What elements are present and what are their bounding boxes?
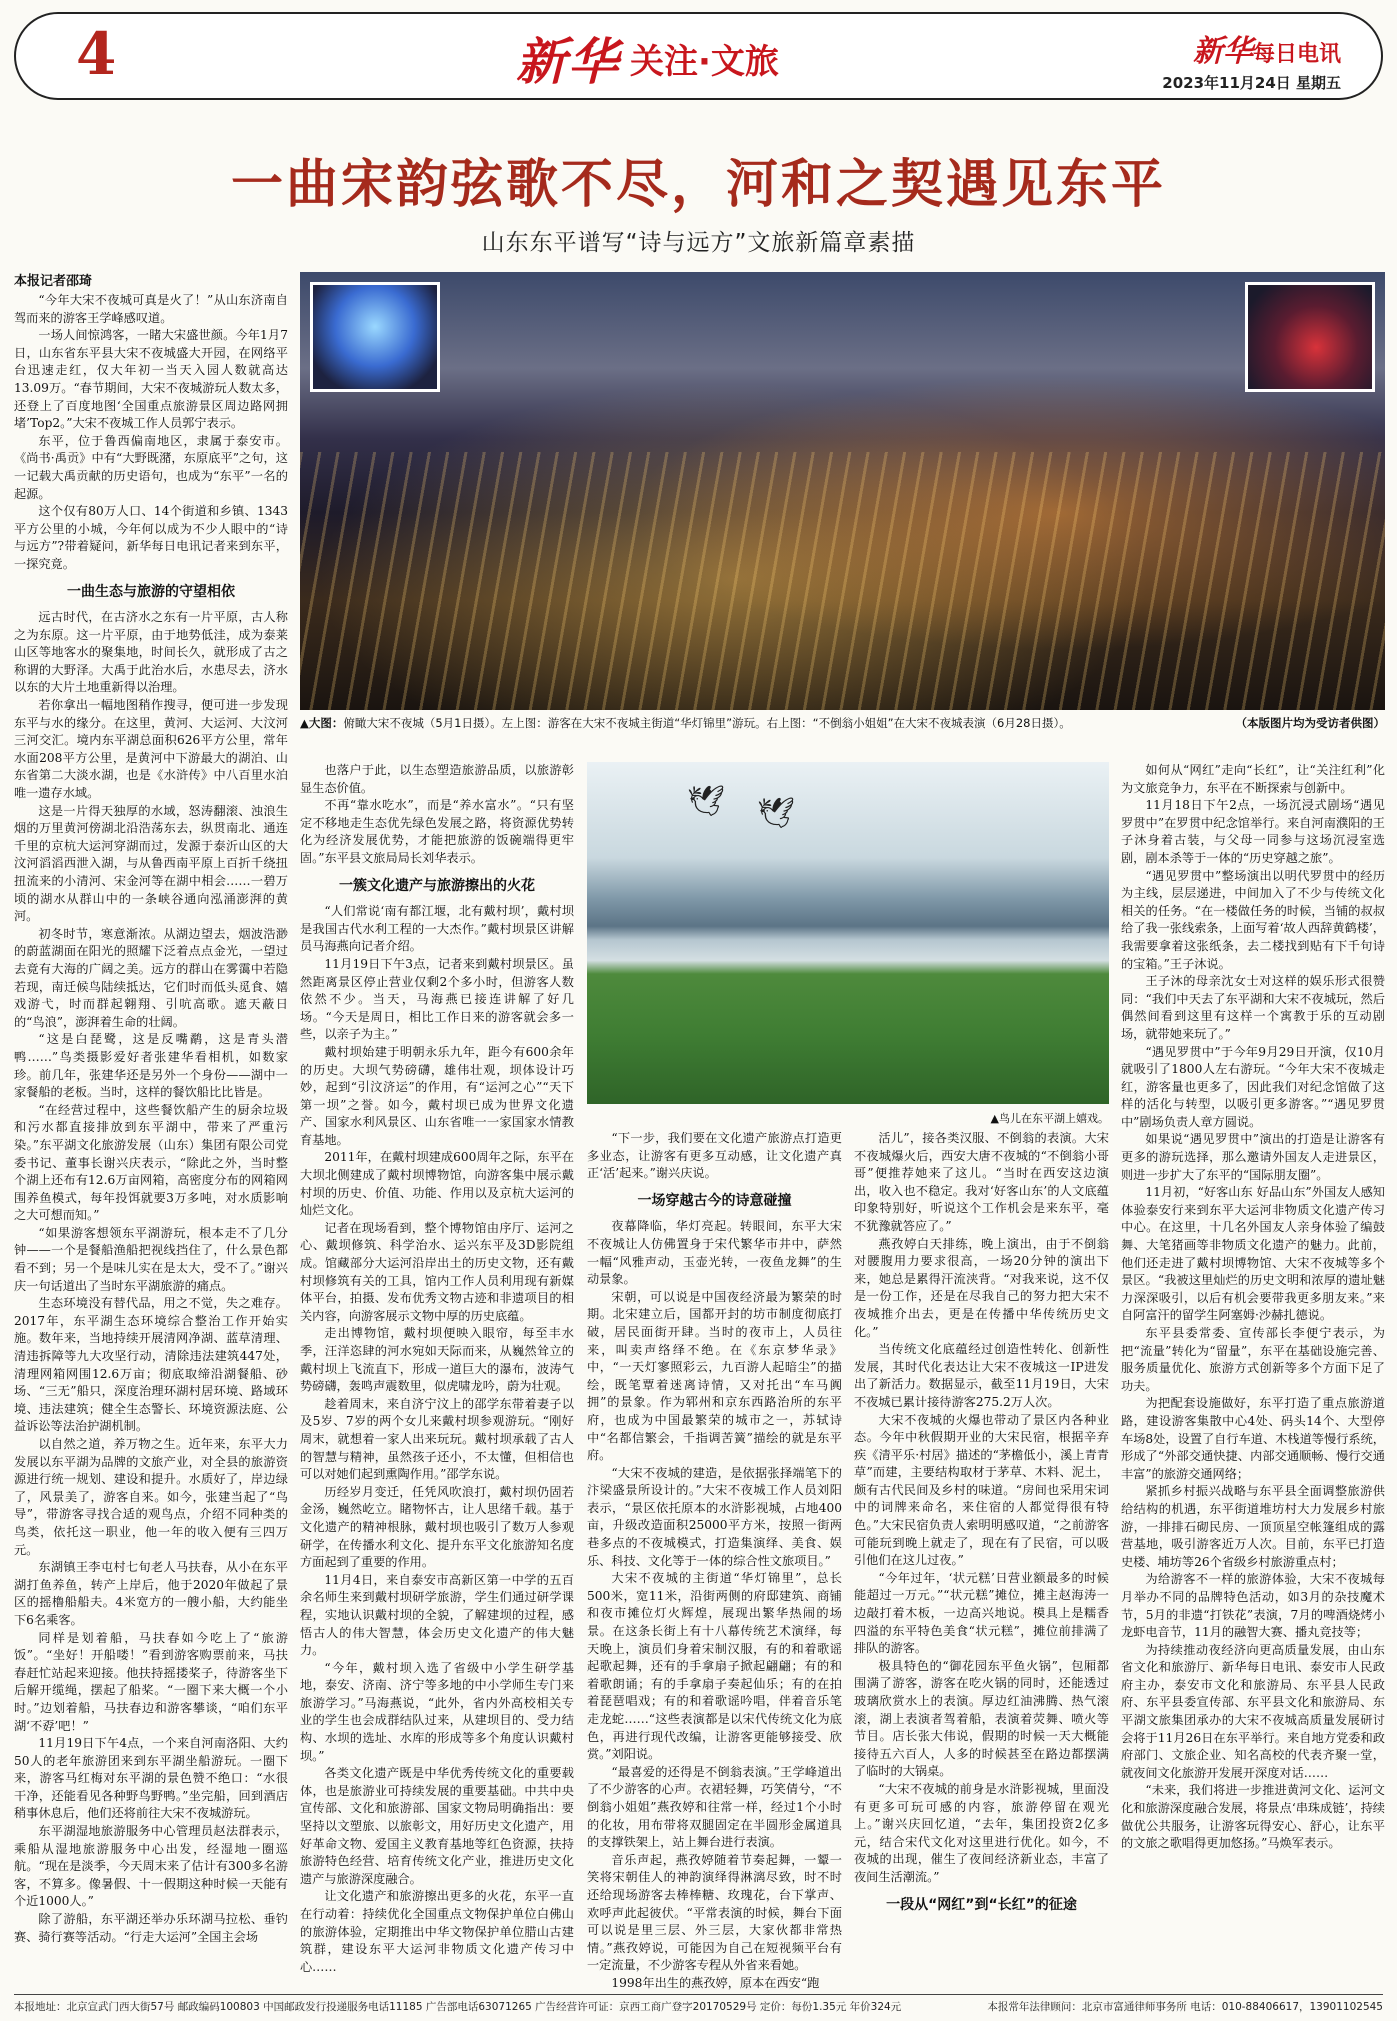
- paragraph: 远古时代，在古济水之东有一片平原，古人称之为东原。这一片平原，由于地势低洼，成为泰莱山区等地客水的聚集地，时间长久，就形成了古之称谓的大野泽。大禹于此治水后，水患尽去，济水以东的大片土地重新得以治理。: [14, 610, 288, 695]
- footer-right: 本报常年法律顾问：北京市富通律师事务所 电话：010-88406617，13901102545: [987, 2001, 1383, 2013]
- section-heading: 一段从“网红”到“长红”的征途: [886, 1896, 1077, 1913]
- lake-photo: [587, 762, 1109, 1104]
- paragraph: 11月18日下午2点，一场沉浸式剧场“遇见罗贯中”在罗贯中纪念馆举行。来自河南濮阳的王子沐身着古装，与父母一同参与这场沉浸室选剧，剧本杀等于一体的“历史穿越之旅”。: [1121, 798, 1385, 865]
- column-3c: [854, 1130, 1109, 1990]
- column-3-intro: [587, 1130, 842, 1183]
- main-photo-night-city: [300, 272, 1385, 710]
- paragraph: 为给游客不一样的旅游体验，大宋不夜城每月举办不同的品牌特色活动，如3月的杂技魔术节，5月的非遗“打铁花”表演，7月的啤酒烧烤小龙虾电音节，11月的融智大赛、播丸竞技等；: [1121, 1572, 1385, 1640]
- paragraph: 初冬时节，寒意渐浓。从湖边望去，烟波浩渺的蔚蓝湖面在阳光的照耀下泛着点点金光，一望过去竟有大海的广阔之美。远方的群山在雾霭中若隐若现，南迁候鸟陆续抵达，它们时而低头觅食、嬉戏游弋，时而群起翱翔、引吭高歌。遮天蔽日的“鸟浪”，澎湃着生命的壮阔。: [14, 926, 288, 1029]
- paragraph: 极具特色的“御花园东平鱼火锅”，包厢都围满了游客，游客在吃火锅的同时，还能透过玻璃欣赏水上的表演。厚边红油沸腾、热气滚滚，湖上表演者驾着船，表演着荧舞、喷火等节目。店长张大伟说，假期的时候一天大概能接待五六百人，人多的时候甚至在路边都摆满了临时的大锅桌。: [854, 1658, 1109, 1779]
- paragraph: 王子沐的母亲沈女士对这样的娱乐形式很赞同：“我们中天去了东平湖和大宋不夜城玩，然后偶然间看到这里有这样一个寓教于乐的互动剧场，就带她来玩了。”: [1121, 974, 1385, 1041]
- paragraph: 2011年，在戴村坝建成600周年之际，东平在大坝北侧建成了戴村坝博物馆，向游客集中展示戴村坝的历史、价值、功能、作用以及京杭大运河的灿烂文化。: [300, 1150, 574, 1218]
- paragraph: 记者在现场看到，整个博物馆由序厅、运河之心、戴坝修筑、科学治水、运兴东平及3D影院组成。馆藏部分大运河沿岸出土的历史文物，还有戴村坝修筑有关的工具，馆内工作人员利用现有新媒体平台，拍摄、发布优秀文物古迹和非遗项目的相关内容，向游客展示文物中厚的历史底蕴。: [300, 1220, 574, 1323]
- paragraph: 以自然之道，养万物之生。近年来，东平大力发展以东平湖为品牌的文旅产业，对全县的旅游资源进行统一规划、建设和提升。水质好了，岸边绿了，风景美了，游客自来。如今，张建当起了“鸟导”，带游客寻找合适的观鸟点，介绍不同种类的鸟类，依托这一职业，他一年的收入便有三四万元。: [14, 1437, 288, 1557]
- column-3: [587, 1130, 842, 1990]
- column-2: [300, 762, 574, 1990]
- paragraph: 不再“靠水吃水”，而是“养水富水”。“只有坚定不移地走生态优先绿色发展之路，将资源优势转化为经济发展优势，才能把旅游的饭碗端得更牢固。”东平县文旅局局长刘华表示。: [300, 798, 574, 865]
- column-3-body: [587, 1218, 842, 1990]
- footer: [14, 1999, 1383, 2014]
- paragraph: 东湖镇王李屯村七旬老人马扶春，从小在东平湖打鱼养鱼，转产上岸后，他于2020年做起了景区的摇橹船船夫。4米宽方的一艘小船，大约能坐下6名乘客。: [14, 1560, 288, 1627]
- column-4: [1121, 762, 1385, 1990]
- paragraph: 趁着周末，来自济宁汶上的邵学东带着妻子以及5岁、7岁的两个女儿来戴村坝参观游玩。“刚好周末，就想着一家人出来玩玩。戴村坝承载了古人的智慧与精神，虽然孩子还小，不太懂，但相信也可以对她们起到熏陶作用。”邵学东说。: [300, 1396, 574, 1482]
- paragraph: 燕孜婷白天排练，晚上演出，由于不倒翁对腰腹用力要求很高，一场20分钟的演出下来，她总是累得汗流浃背。“对我来说，这不仅是一份工作，还是在尽我自己的努力把大宋不夜城推介出去，更是在传播中华传统历史文化。”: [854, 1236, 1109, 1339]
- paragraph: 11月19日下午3点，记者来到戴村坝景区。虽然距离景区停止营业仅剩2个多小时，但游客人数依然不少。当天，马海燕已接连讲解了好几场。“今天是周日，相比工作日来的游客就会多一些，以亲子为主。”: [300, 956, 574, 1042]
- paragraph: 这个仅有80万人口、14个街道和乡镇、1343平方公里的小城，今年何以成为不少人眼中的“诗与远方”?带着疑问，新华每日电讯记者来到东平，一探究竟。: [14, 504, 288, 571]
- paragraph: “大宋不夜城的前身是水浒影视城，里面没有更多可玩可感的内容，旅游停留在观光上。”谢兴庆回忆道，“去年，集团投资2亿多元，结合宋代文化对这里进行优化。如今，不夜城的出现，催生了夜间经济新业态，丰富了夜间生活潮流。”: [854, 1781, 1109, 1884]
- column-1-body: [14, 609, 288, 1946]
- column-4-body: [1121, 762, 1385, 1853]
- column-2-intro: [300, 762, 574, 868]
- masthead-suffix: 每日电讯: [1252, 42, 1341, 67]
- paragraph: “这是白琵鹭，这是反嘴鹬，这是青头潜鸭……”鸟类摄影爱好者张建华看相机，如数家珍。前几年，张建华还是另外一个身份——湖中一家餐船的老板。当时，这样的餐饮船比比皆是。: [14, 1032, 288, 1100]
- footer-left: 本报地址：北京宣武门西大街57号 邮政编码100803 中国邮政发行投递服务电话11185 广告部电话63071265 广告经营许可证：京西工商广登字20170529号 定价：每份1.35元 年价324元: [14, 2001, 902, 2013]
- paragraph: 除了游船，东平湖还举办乐环湖马拉松、垂钓赛、骑行赛等活动。“行走大运河”全国主会场: [14, 1912, 288, 1944]
- paragraph: 宋朝，可以说是中国夜经济最为繁荣的时期。北宋建立后，国都开封的坊市制度彻底打破，居民面街开肆。当时的夜市上，人员往来，叫卖声络绎不绝。在《东京梦华录》中，“一天灯寥照彩云，九百游人起暗尘”的描绘，既笔覃着迷离诗情，又对托出“车马阗拥”的景象。作为郓州和京东西路治所的东平府，也成为中国最繁荣的城市之一，苏轼诗中“名都信繁会，千指调苦簧”描绘的就是东平府。: [587, 1289, 842, 1463]
- paragraph: 生态环境没有替代品，用之不觉，失之难存。2017年，东平湖生态环境综合整治工作开始实施。数年来，当地持续开展清网净湖、蓝草清理、清违拆障等九大攻坚行动，清除违法建筑447处，清理网箱网围12.6万亩；彻底取缔沿湖餐船、砂场、“三无”船只，深度治理环湖村居环境、路域环境、违法建筑；健全生态警长、环境资源法庭、公益诉讼等法治护湖机制。: [14, 1296, 288, 1434]
- issue-date: 2023年11月24日 星期五: [1162, 74, 1341, 92]
- paragraph: 一场人间惊鸿客，一睹大宋盛世颜。今年1月7日，山东省东平县大宋不夜城盛大开园，在网络平台迅速走红，仅大年初一当天入园人数就高达13.09万。“春节期间，大宋不夜城游玩人数太多，还登上了百度地图‘全国重点旅游景区周边路网拥堵’Top2。”大宋不夜城工作人员郭宁表示。: [14, 328, 288, 431]
- paragraph: 大宋不夜城的主街道“华灯锦里”，总长500米，宽11米，沿街两侧的府邸建筑、商铺和夜市摊位灯火辉煌，展现出繁华热闹的场景。在这条长街上有十八幕传统艺术演绎，每天晚上，演员们身着宋制汉服，有的和着歌谣起歌起舞，还有的手拿扇子掀起翩翩；有的和着歌朗诵；有的手拿扇子奏起仙乐；有的在拍着琵琶唱戏；有的和着歌谣吟唱，伴着音乐笔走龙蛇……“这些表演都是以宋代传统文化为底色，再进行现代改编，让游客更能够接受、欣赏。”刘阳说。: [587, 1571, 842, 1762]
- footer-rule: [14, 1994, 1383, 1995]
- paragraph: 大宋不夜城的火爆也带动了景区内各种业态。今年中秋假期开业的大宋民宿，根据辛弃疾《清平乐·村居》描述的“茅檐低小，溪上青青草”而建，主要结构取材于茅草、木料、泥土，颇有古代民间及乡村的味道。“房间也采用宋词中的词牌来命名，来住宿的人都觉得很有特色。”大宋民宿负责人索明明感叹道，“之前游客可能玩到晚上就走了，现在有了民宿，可以吸引他们在这儿过夜。”: [854, 1412, 1109, 1568]
- paragraph: “今年大宋不夜城可真是火了！”从山东济南自驾而来的游客王学峰感叹道。: [14, 293, 288, 325]
- paragraph: 当传统文化底蕴经过创造性转化、创新性发展，其时代化表达让大宋不夜城这一IP进发出了新活力。数据显示，截至11月19日，大宋不夜城已累计接待游客275.2万人次。: [854, 1342, 1109, 1409]
- paragraph: “未来，我们将进一步推进黄河文化、运河文化和旅游深度融合发展，将景点‘串珠成链’，持续做优公共服务，让游客玩得安心、舒心，让东平的文旅之歌唱得更加悠扬。”马焕军表示。: [1121, 1783, 1385, 1851]
- paragraph: 东平湖湿地旅游服务中心管理员赵法群表示，乘船从湿地旅游服务中心出发，经湿地一圈巡航。“现在是淡季，今天周末来了估计有300多名游客，不算多。像暑假、十一假期这种时候一天能有个近1000人。”: [14, 1824, 288, 1909]
- column-3c-body: [854, 1130, 1109, 1887]
- paragraph: 音乐声起，燕孜婷随着节奏起舞，一颦一笑将宋朝佳人的神韵演绎得淋漓尽致，时不时还给现场游客去棒棒糖、玫瑰花，台下掌声、欢呼声此起彼伏。“平常表演的时候，舞台下面可以说是里三层、外三层，大家伙都非常热情。”燕孜婷说，可能因为自己在短视频平台有一定流量，不少游客专程从外省来看她。: [587, 1852, 842, 1973]
- section-heading: 一场穿越古今的诗意碰撞: [637, 1192, 792, 1209]
- paragraph: 活儿”，接各类汉服、不倒翁的表演。大宋不夜城爆火后，西安大唐不夜城的“不倒翁小哥哥”便推荐她来了这儿。“当时在西安这边演出，收入也不稳定。我对‘好客山东’的人文底蕴印象特别好，听说这个工作机会是来东平，毫不犹豫就答应了。”: [854, 1131, 1109, 1233]
- paragraph: 为把配套设施做好，东平打造了重点旅游道路，建设游客集散中心4处、码头14个、大型停车场8处，设置了自行车道、木栈道等慢行系统，形成了“外部交通快捷、内部交通顺畅、慢行交通丰富”的旅游交通网络；: [1121, 1396, 1385, 1481]
- paragraph: 东平县委常委、宣传部长李便宁表示，为把“流量”转化为“留量”，东平在基础设施完善、服务质量优化、旅游方式创新等多个方面下足了功夫。: [1121, 1326, 1385, 1393]
- headline: 一曲宋韵弦歌不尽，河和之契遇见东平: [230, 154, 1166, 215]
- caption-credit: （本版图片均为受访者供图）: [1235, 716, 1385, 730]
- paragraph: “大宋不夜城的建造，是依据张择端笔下的汴梁盛景所设计的。”大宋不夜城工作人员刘阳表示，“景区依托原本的水浒影视城，占地400亩，升级改造面积25000平方米，按照一街两巷多点的不夜城模式，打造集演绎、美食、娱乐、科技、文化等于一体的综合性文旅项目。”: [587, 1465, 842, 1568]
- paragraph: 这是一片得天独厚的水域，怒涛翻滚、浊浪生烟的万里黄河傍湖北沿浩荡东去，纵贯南北、通连千里的京杭大运河穿湖而过，发源于泰沂山区的大汶河滔滔西泄入湖，与从鲁西南平原上百折千绕扭扭流来的小清河、宋金河等在湖中相会……一碧万顷的湖水从群山中的一条峡谷通向泓涌澎湃的黄河。: [14, 803, 288, 924]
- section-heading: 一曲生态与旅游的守望相依: [67, 583, 235, 600]
- paragraph: 如果说“遇见罗贯中”演出的打造是让游客有更多的游玩选择，那么邀请外国友人走进景区，则进一步扩大了东平的“国际朋友圈”。: [1121, 1132, 1385, 1182]
- paragraph: 紧抓乡村振兴战略与东平县全面调整旅游供给结构的机遇，东平街道堆坊村大力发展乡村旅游，一排排石砌民房、一顶顶星空帐篷组成的露营基地，吸引游客近万人次。目前，东平已打造史楼、埔坊等26个省级乡村旅游重点村；: [1121, 1484, 1385, 1569]
- column-name: 关注·文旅: [630, 41, 779, 82]
- subheadline: 山东东平谱写“诗与远方”文旅新篇章素描: [481, 230, 916, 256]
- column-1-intro: [14, 292, 288, 574]
- paragraph: “今年，戴村坝入选了省级中小学生研学基地，泰安、济南、济宁等多地的中小学师生专门来旅游学习。”马海燕说，“此外，省内外高校相关专业的学生也会成群结队过来，从建坝目的、受力结构、水坝的选址、水库的形成等多个角度认识戴村坝。”: [300, 1660, 574, 1763]
- masthead-right: [1162, 26, 1341, 93]
- caption-label: ▲大图：: [300, 716, 344, 730]
- main-photo-caption: [300, 715, 1385, 731]
- page-number: 4: [76, 20, 117, 88]
- lake-photo-caption: ▲鸟儿在东平湖上嬉戏。: [990, 1112, 1109, 1125]
- paragraph: 11月初，“好客山东 好品山东”外国友人感知体验泰安行来到东平大运河非物质文化遗产传习中心。在这里，十几名外国友人亲身体验了编鼓舞、大笔猪画等非物质文化遗产的魅力。此前，他们还走进了戴村坝博物馆、大宋不夜城等多个景区。“我被这里灿烂的历史文明和浓厚的遗址魅力深深吸引，以后有机会要带我更多朋友来。”来自阿富汗的留学生阿塞姆·沙赫扎德说。: [1121, 1185, 1385, 1323]
- page-header: [14, 12, 1383, 100]
- masthead-brand: 新华: [1192, 34, 1253, 69]
- paragraph: 若你拿出一幅地图稍作搜寻，便可进一步发现东平与水的缘分。在这里，黄河、大运河、大汶河三河交汇。境内东平湖总面积626平方公里，常年水面208平方公里，是黄河中下游最大的湖泊、山东省第二大淡水湖，也是《水浒传》中八百里水泊唯一遗存水域。: [14, 698, 288, 801]
- brand-logo: 新华: [516, 32, 620, 91]
- paragraph: “遇见罗贯中”于今年9月29日开演，仅10月就吸引了1800人左右游玩。“今年大宋不夜城走红，游客量也更多了，因此我们对纪念馆做了这样的活化与转型，以吸引更多游客。”“遇见罗贯中”剧场负责人章方圆说。: [1121, 1044, 1385, 1129]
- paragraph: 11月19日下午4点，一个来自河南洛阳、大约50人的老年旅游团来到东平湖坐船游玩。一圈下来，游客马红梅对东平湖的景色赞不绝口：“水很干净，还能看见各种野鸟野鸭。”坐完船，回到酒店稍事休息后，他们还将前往大宋不夜城游玩。: [14, 1736, 288, 1821]
- paragraph: 1998年出生的燕孜婷，原本在西安“跑: [611, 1975, 820, 1990]
- column-2-body: [300, 903, 574, 1976]
- paragraph: 如何从“网红”走向“长红”，让“关注红利”化为文旅竞争力，东平在不断探索与创新中。: [1121, 763, 1385, 795]
- paragraph: 也落户于此，以生态塑造旅游品质，以旅游彰显生态价值。: [300, 763, 574, 795]
- section-heading: 一簇文化遗产与旅游擦出的火花: [339, 877, 535, 894]
- inset-photo-right: [1245, 282, 1375, 392]
- paragraph: 为持续推动夜经济向更高质量发展，由山东省文化和旅游厅、新华每日电讯、泰安市人民政府主办，泰安市文化和旅游局、东平县人民政府、东平县委宣传部、东平县文化和旅游局、东平湖文旅集团承办的大宋不夜城高质量发展研讨会将于11月26日在东平举行。来自地方党委和政府部门、文旅企业、知名高校的代表齐聚一堂，就夜间文化旅游开发展开深度对话……: [1121, 1642, 1385, 1780]
- paragraph: “下一步，我们要在文化遗产旅游点打造更多业态，让游客有更多互动感，让文化遗产真正‘活’起来。”谢兴庆说。: [587, 1131, 842, 1181]
- masthead-logo: [1162, 26, 1341, 70]
- caption-text: 俯瞰大宋不夜城（5月1日摄）。左上图：游客在大宋不夜城主街道“华灯锦里”游玩。右上图：“不倒翁小姐姐”在大宋不夜城表演（6月28日摄）。: [343, 716, 1071, 730]
- paragraph: 让文化遗产和旅游擦出更多的火花，东平一直在行动着：持续优化全国重点文物保护单位白佛山的旅游体验，定期推出中华文物保护单位腊山古建筑群，建设东平大运河非物质文化遗产传习中心……: [300, 1889, 574, 1974]
- column-1: [14, 292, 288, 1992]
- byline: 本报记者邵琦: [14, 274, 93, 289]
- paragraph: 历经岁月变迁，任凭风吹浪打，戴村坝仍固若金汤，巍然屹立。睹物怀古，让人思绪千载。基于文化遗产的精神根脉，戴村坝也吸引了数万人参观研学，在传播水利文化、提升东平文化旅游知名度方面起到了重要的作用。: [300, 1484, 574, 1570]
- photo-lights: [300, 452, 1385, 710]
- paragraph: “如果游客想领东平湖游玩，根本走不了几分钟——一个是餐船渔船把视线挡住了，什么景色都看不到；另一个是味儿实在是太大，受不了。”谢兴庆一句话道出了当时东平湖旅游的痛点。: [14, 1225, 288, 1293]
- paragraph: 各类文化遗产既是中华优秀传统文化的重要载体，也是旅游业可持续发展的重要基础。中共中央宣传部、文化和旅游部、国家文物局明确指出：要坚持以文塑旅、以旅彰文，用好历史文化遗产，用好革命文物、爱国主义教育基地等红色资源，扶持旅游特色经营、培育传统文化产业，推进历史文化遗产与旅游深度融合。: [300, 1766, 574, 1886]
- section-title: [516, 30, 779, 91]
- paragraph: “遇见罗贯中”整场演出以明代罗贯中的经历为主线，层层递进，中间加入了不少与传统文化相关的任务。“在一楼做任务的时候，当铺的叔叔给了我一张线索条，上面写着‘故人西辞黄鹤楼’，我需要拿着这张纸条，去二楼找到贴有下千句诗的宝箱。”王子沐说。: [1121, 868, 1385, 971]
- paragraph: “今年过年，‘状元糕’日营业额最多的时候能超过一万元。”“状元糕”摊位，摊主赵海涛一边敲打着木板，一边高兴地说。模具上是糯香四溢的东平特色美食“状元糕”，摊位前排满了排队的游客。: [854, 1570, 1109, 1656]
- paragraph: 同样是划着船，马扶春如今吃上了“旅游饭”。“坐好！开船喽！”看到游客购票前来，马扶春赶忙站起来迎接。他扶持摇搂桨子，待游客坐下后解开缆绳，摆起了船桨。“一圈下来大概一个小时。”边划着船，马扶春边和游客攀谈，“咱们东平湖‘不孬’吧！”: [14, 1630, 288, 1733]
- paragraph: “人们常说‘南有都江堰，北有戴村坝’，戴村坝是我国古代水利工程的一大杰作。”戴村坝景区讲解员马海燕向记者介绍。: [300, 904, 574, 954]
- paragraph: 夜幕降临，华灯亮起。转眼间，东平大宋不夜城让人仿佛置身于宋代繁华市井中，萨然一幅“风雅声动，玉壶光转，一夜鱼龙舞”的生动景象。: [587, 1219, 842, 1287]
- inset-photo-left: [310, 282, 440, 392]
- paragraph: 戴村坝始建于明朝永乐九年，距今有600余年的历史。大坝气势磅礴，雄伟壮观，坝体设计巧妙，起到“引汶济运”的作用，有“运河之心”“天下第一坝”之誉。如今，戴村坝已成为世界文化遗产、国家水利风景区、山东省唯一一家国家水情教育基地。: [300, 1044, 574, 1147]
- bird-icon: 🕊: [757, 796, 796, 831]
- paragraph: 11月4日，来自泰安市高新区第一中学的五百余名师生来到戴村坝研学旅游，学生们通过研学课程，实地认识戴村坝的全貌，了解建坝的过程，感悟古人的伟大智慧，体会历史文化遗产的伟大魅力。: [300, 1572, 574, 1658]
- paragraph: “最喜爱的还得是不倒翁表演。”王学峰道出了不少游客的心声。衣裙轻舞，巧笑倩兮，“不倒翁小姐姐”燕孜婷和往常一样，经过1个小时的化妆，用布带将双腿固定在半圆形金属道具的支撑铁架上，站上舞台进行表演。: [587, 1764, 842, 1850]
- paragraph: 走出博物馆，戴村坝便映入眼帘，每至丰水季，汪洋恣肆的河水宛如天际而来，从巍然耸立的戴村坝上飞流直下，形成一道巨大的瀑布，波涛气势磅礴，轰鸣声震数里，似虎啸龙吟，蔚为壮观。: [300, 1326, 574, 1394]
- bird-icon: 🕊: [687, 784, 726, 819]
- paragraph: 东平，位于鲁西偏南地区，隶属于泰安市。《尚书·禹贡》中有“大野既潴，东原底平”之句，这一记载大禹贡献的历史语句，也成为“东平”一名的起源。: [14, 433, 288, 501]
- paragraph: “在经营过程中，这些餐饮船产生的厨余垃圾和污水都直接排放到东平湖中，带来了严重污染。”东平湖文化旅游发展（山东）集团有限公司党委书记、董事长谢兴庆表示，“除此之外，当时整个湖上还布有12.6万亩网箱，高密度分布的网箱网围养鱼模式，每年投饵就要3万多吨，对水质影响之大可想而知。”: [14, 1102, 288, 1223]
